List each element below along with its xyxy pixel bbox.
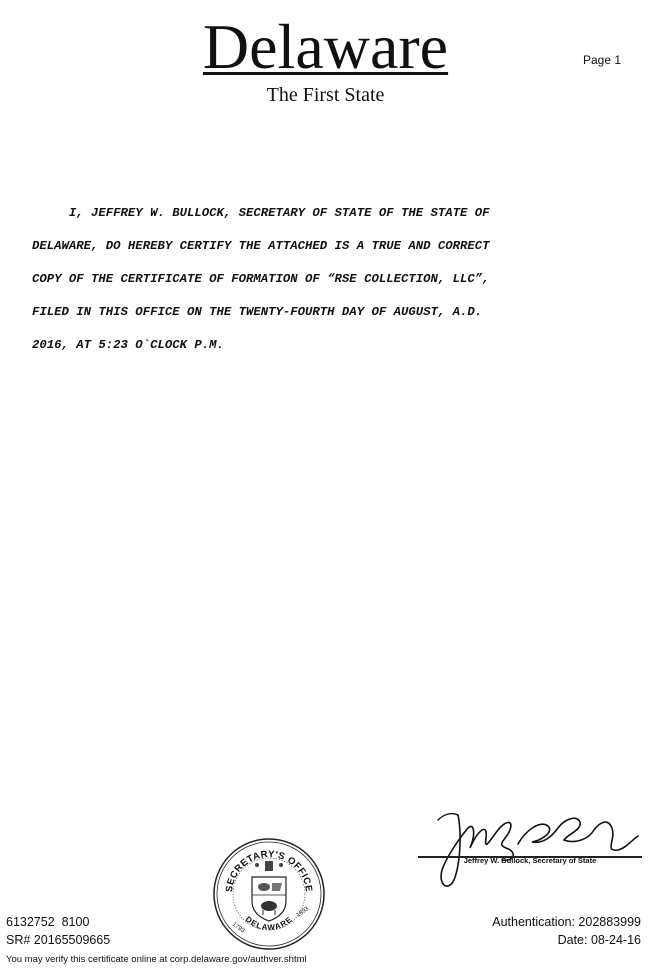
- certificate-date: Date: 08-24-16: [557, 933, 641, 947]
- certification-line: 2016, AT 5:23 O`CLOCK P.M.: [32, 338, 224, 352]
- certification-line: COPY OF THE CERTIFICATE OF FORMATION OF “RSE COLLECTION, LLC”,: [32, 272, 490, 286]
- secretary-office-seal: [212, 837, 326, 951]
- seal-emblem-icon: [252, 861, 286, 921]
- signer-caption: Jeffrey W. Bullock, Secretary of State: [463, 856, 597, 865]
- page-number: Page 1: [583, 53, 622, 67]
- certification-line: DELAWARE, DO HEREBY CERTIFY THE ATTACHED IS A TRUE AND CORRECT: [32, 239, 490, 253]
- state-title: [0, 12, 651, 82]
- sr-number: SR# 20165509665: [6, 933, 111, 947]
- seal-year-right: 1893: [295, 906, 311, 919]
- verify-note: You may verify this certificate online at corp.delaware.gov/authver.shtml: [6, 954, 307, 965]
- file-number: 6132752 8100: [6, 915, 90, 929]
- svg-text:DELAWARE: [244, 915, 295, 933]
- filing-codes: [6, 913, 110, 949]
- secretary-signature: [418, 800, 642, 895]
- state-motto: The First State: [266, 84, 385, 106]
- certification-line: FILED IN THIS OFFICE ON THE TWENTY-FOURTH DAY OF AUGUST, A.D.: [32, 305, 483, 319]
- seal-year-left: 1793: [230, 921, 246, 935]
- authentication-block: [492, 913, 641, 949]
- certification-line: I, JEFFREY W. BULLOCK, SECRETARY OF STATE OF THE STATE OF: [32, 206, 490, 220]
- seal-top-text: SECRETARY'S OFFICE: [223, 848, 315, 893]
- certification-text: [32, 197, 490, 362]
- authentication-number: Authentication: 202883999: [492, 915, 641, 929]
- state-title-text: Delaware: [202, 11, 449, 82]
- seal-bottom-text: DELAWARE: [243, 914, 295, 933]
